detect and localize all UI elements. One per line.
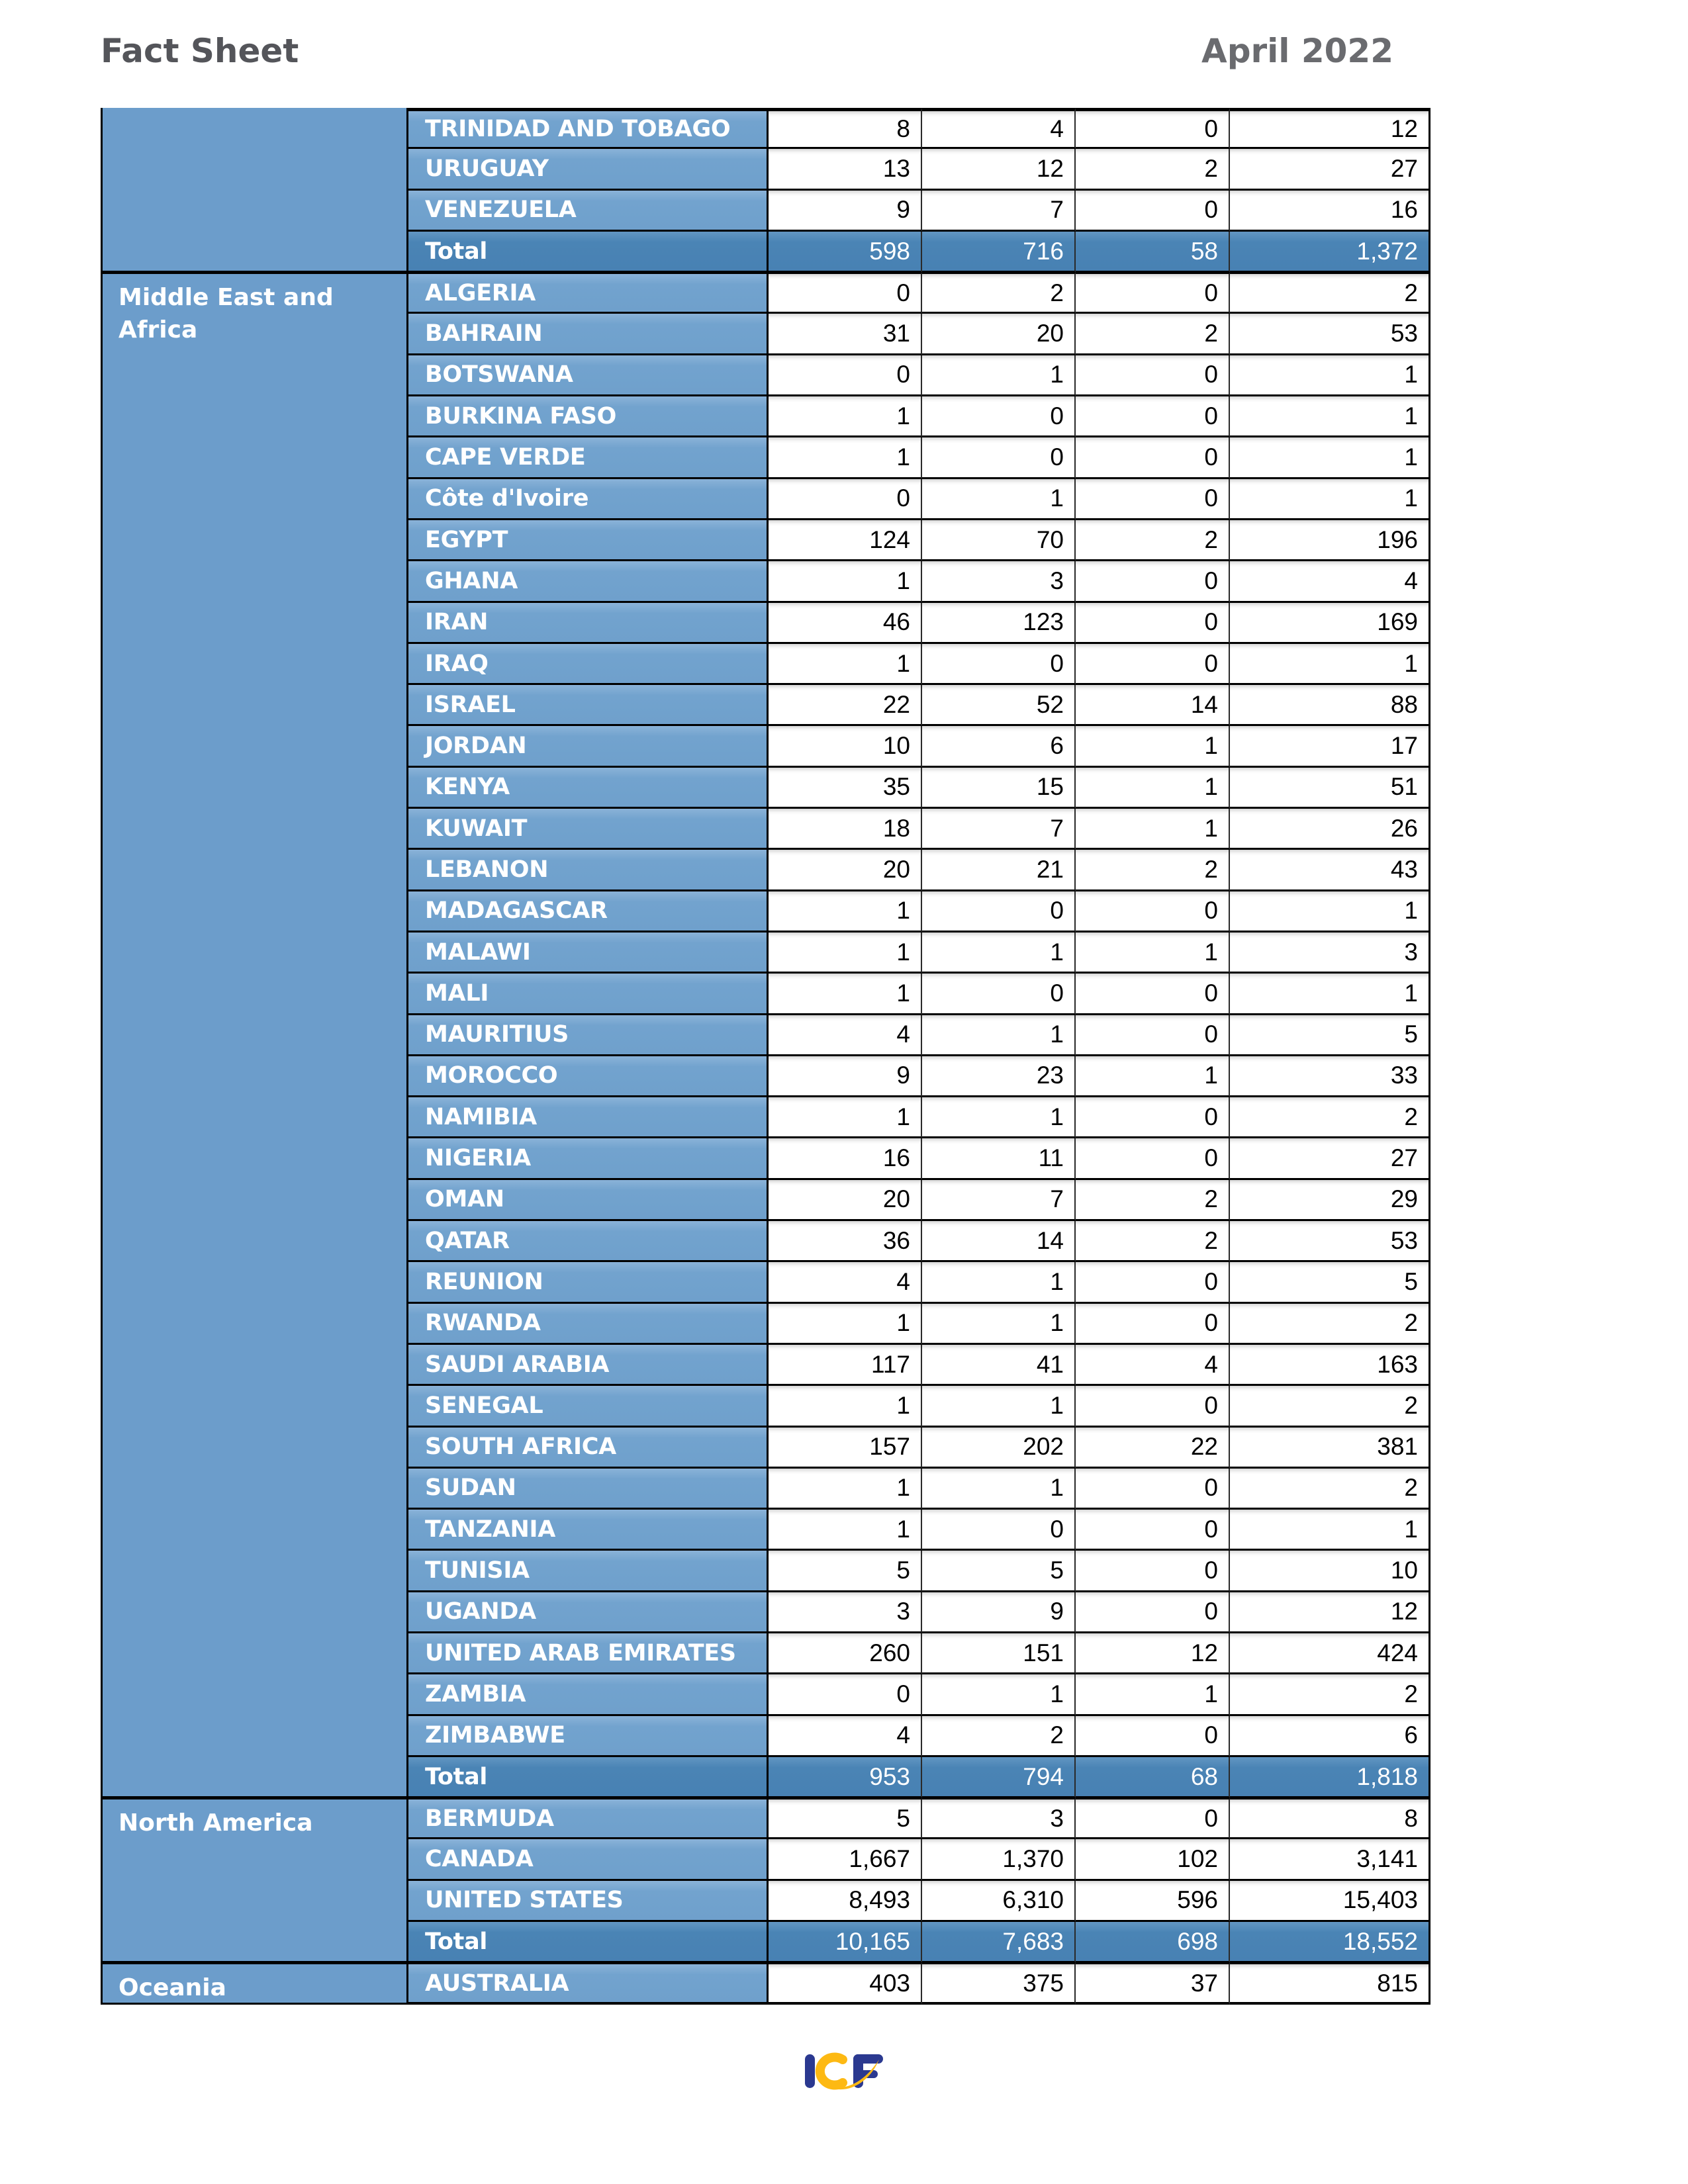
- value-cell: 0: [1076, 1551, 1230, 1592]
- value-cell: 1: [1230, 644, 1429, 685]
- value-cell: 41: [922, 1345, 1076, 1386]
- value-cell: 123: [922, 603, 1076, 644]
- value-cell: 1: [922, 1262, 1076, 1303]
- value-cell: 4: [769, 1716, 922, 1757]
- value-cell: 0: [1076, 1592, 1230, 1633]
- value-cell: 53: [1230, 314, 1429, 355]
- value-cell: 596: [1076, 1881, 1230, 1922]
- country-cell: BURKINA FASO: [408, 396, 769, 437]
- icf-logo-graphic: [803, 2049, 885, 2094]
- value-cell: 1: [769, 644, 922, 685]
- value-cell: 1: [1076, 1056, 1230, 1097]
- value-cell: 0: [769, 1674, 922, 1715]
- value-cell: 1: [769, 1386, 922, 1427]
- country-cell: VENEZUELA: [408, 191, 769, 232]
- value-cell: 2: [922, 1716, 1076, 1757]
- value-cell: 1: [769, 1510, 922, 1551]
- value-cell: 17: [1230, 726, 1429, 767]
- value-cell: 1: [769, 933, 922, 974]
- value-cell: 2: [1230, 1097, 1429, 1138]
- value-cell: 1: [922, 933, 1076, 974]
- value-cell: 1,667: [769, 1839, 922, 1880]
- total-value-cell: 10,165: [769, 1922, 922, 1963]
- value-cell: 18: [769, 809, 922, 850]
- value-cell: 3: [922, 561, 1076, 602]
- value-cell: 124: [769, 520, 922, 561]
- country-cell: IRAQ: [408, 644, 769, 685]
- value-cell: 424: [1230, 1633, 1429, 1674]
- total-value-cell: 18,552: [1230, 1922, 1429, 1963]
- country-cell: LEBANON: [408, 850, 769, 891]
- total-value-cell: 7,683: [922, 1922, 1076, 1963]
- country-cell: TRINIDAD AND TOBAGO: [408, 108, 769, 149]
- value-cell: 0: [1076, 1097, 1230, 1138]
- value-cell: 1: [769, 396, 922, 437]
- total-value-cell: 68: [1076, 1757, 1230, 1798]
- value-cell: 10: [1230, 1551, 1429, 1592]
- value-cell: 157: [769, 1428, 922, 1469]
- fact-table: [101, 108, 1430, 2005]
- value-cell: 0: [922, 974, 1076, 1015]
- total-label-cell: Total: [408, 1922, 769, 1963]
- value-cell: 0: [1076, 1262, 1230, 1303]
- value-cell: 117: [769, 1345, 922, 1386]
- region-cell-north-america: North America: [103, 1798, 408, 1963]
- country-cell: NAMIBIA: [408, 1097, 769, 1138]
- region-cell-middle-east-and-africa: Middle East and Africa: [103, 273, 408, 1798]
- value-cell: 2: [1076, 1180, 1230, 1221]
- value-cell: 0: [1076, 1015, 1230, 1056]
- value-cell: 53: [1230, 1221, 1429, 1262]
- country-cell: BERMUDA: [408, 1798, 769, 1839]
- value-cell: 26: [1230, 809, 1429, 850]
- value-cell: 0: [922, 437, 1076, 478]
- value-cell: 10: [769, 726, 922, 767]
- value-cell: 0: [922, 1510, 1076, 1551]
- total-value-cell: 58: [1076, 232, 1230, 273]
- value-cell: 0: [1076, 1798, 1230, 1839]
- value-cell: 1: [1076, 933, 1230, 974]
- country-cell: JORDAN: [408, 726, 769, 767]
- value-cell: 1: [922, 1304, 1076, 1345]
- value-cell: 2: [1230, 1304, 1429, 1345]
- value-cell: 6,310: [922, 1881, 1076, 1922]
- country-cell: MALI: [408, 974, 769, 1015]
- value-cell: 0: [1076, 108, 1230, 149]
- value-cell: 22: [1076, 1428, 1230, 1469]
- value-cell: 0: [1076, 273, 1230, 314]
- value-cell: 202: [922, 1428, 1076, 1469]
- value-cell: 70: [922, 520, 1076, 561]
- value-cell: 1: [769, 561, 922, 602]
- value-cell: 0: [1076, 1469, 1230, 1510]
- country-cell: UGANDA: [408, 1592, 769, 1633]
- value-cell: 403: [769, 1963, 922, 2004]
- value-cell: 3,141: [1230, 1839, 1429, 1880]
- value-cell: 5: [769, 1551, 922, 1592]
- region-cell-blank: [103, 108, 408, 273]
- value-cell: 1: [922, 1386, 1076, 1427]
- value-cell: 2: [1230, 273, 1429, 314]
- country-cell: KUWAIT: [408, 809, 769, 850]
- value-cell: 1: [769, 1469, 922, 1510]
- value-cell: 2: [1230, 1386, 1429, 1427]
- logo-letter-i: [805, 2054, 815, 2088]
- value-cell: 23: [922, 1056, 1076, 1097]
- country-cell: ZAMBIA: [408, 1674, 769, 1715]
- value-cell: 3: [1230, 933, 1429, 974]
- value-cell: 7: [922, 191, 1076, 232]
- total-value-cell: 1,372: [1230, 232, 1429, 273]
- country-cell: AUSTRALIA: [408, 1963, 769, 2004]
- value-cell: 1: [1230, 479, 1429, 520]
- value-cell: 0: [922, 891, 1076, 933]
- country-cell: GHANA: [408, 561, 769, 602]
- value-cell: 0: [1076, 644, 1230, 685]
- value-cell: 1: [1076, 1674, 1230, 1715]
- country-cell: MADAGASCAR: [408, 891, 769, 933]
- value-cell: 14: [922, 1221, 1076, 1262]
- value-cell: 9: [769, 1056, 922, 1097]
- value-cell: 1: [922, 479, 1076, 520]
- value-cell: 1: [1076, 726, 1230, 767]
- value-cell: 0: [922, 644, 1076, 685]
- country-cell: SAUDI ARABIA: [408, 1345, 769, 1386]
- country-cell: TANZANIA: [408, 1510, 769, 1551]
- value-cell: 46: [769, 603, 922, 644]
- value-cell: 1: [769, 1304, 922, 1345]
- value-cell: 0: [769, 479, 922, 520]
- value-cell: 12: [1230, 108, 1429, 149]
- value-cell: 27: [1230, 149, 1429, 190]
- value-cell: 0: [1076, 1386, 1230, 1427]
- country-cell: TUNISIA: [408, 1551, 769, 1592]
- value-cell: 4: [1076, 1345, 1230, 1386]
- value-cell: 0: [1076, 437, 1230, 478]
- value-cell: 16: [769, 1138, 922, 1179]
- value-cell: 1: [1230, 355, 1429, 396]
- country-cell: BOTSWANA: [408, 355, 769, 396]
- value-cell: 5: [1230, 1262, 1429, 1303]
- value-cell: 381: [1230, 1428, 1429, 1469]
- country-cell: MALAWI: [408, 933, 769, 974]
- total-value-cell: 953: [769, 1757, 922, 1798]
- country-cell: URUGUAY: [408, 149, 769, 190]
- value-cell: 2: [1076, 850, 1230, 891]
- value-cell: 7: [922, 809, 1076, 850]
- value-cell: 2: [1076, 520, 1230, 561]
- value-cell: 2: [1076, 149, 1230, 190]
- value-cell: 12: [1230, 1592, 1429, 1633]
- region-cell-oceania: Oceania: [103, 1963, 408, 2004]
- value-cell: 1: [769, 1097, 922, 1138]
- country-cell: CANADA: [408, 1839, 769, 1880]
- value-cell: 1: [1230, 437, 1429, 478]
- value-cell: 21: [922, 850, 1076, 891]
- total-value-cell: 1,818: [1230, 1757, 1429, 1798]
- value-cell: 375: [922, 1963, 1076, 2004]
- value-cell: 8: [769, 108, 922, 149]
- value-cell: 2: [1230, 1674, 1429, 1715]
- total-label-cell: Total: [408, 1757, 769, 1798]
- value-cell: 15: [922, 768, 1076, 809]
- value-cell: 5: [922, 1551, 1076, 1592]
- value-cell: 0: [1076, 191, 1230, 232]
- value-cell: 8,493: [769, 1881, 922, 1922]
- value-cell: 0: [1076, 479, 1230, 520]
- value-cell: 0: [1076, 1138, 1230, 1179]
- icf-logo: [803, 2049, 885, 2094]
- value-cell: 6: [922, 726, 1076, 767]
- country-cell: ALGERIA: [408, 273, 769, 314]
- value-cell: 3: [922, 1798, 1076, 1839]
- country-cell: NIGERIA: [408, 1138, 769, 1179]
- value-cell: 36: [769, 1221, 922, 1262]
- value-cell: 1: [769, 891, 922, 933]
- value-cell: 2: [1076, 314, 1230, 355]
- value-cell: 1: [769, 437, 922, 478]
- value-cell: 0: [1076, 1510, 1230, 1551]
- country-cell: IRAN: [408, 603, 769, 644]
- value-cell: 151: [922, 1633, 1076, 1674]
- value-cell: 1: [922, 1097, 1076, 1138]
- country-cell: MOROCCO: [408, 1056, 769, 1097]
- value-cell: 1: [922, 1469, 1076, 1510]
- country-cell: CAPE VERDE: [408, 437, 769, 478]
- country-cell: MAURITIUS: [408, 1015, 769, 1056]
- value-cell: 5: [769, 1798, 922, 1839]
- value-cell: 4: [922, 108, 1076, 149]
- value-cell: 51: [1230, 768, 1429, 809]
- value-cell: 1: [1076, 768, 1230, 809]
- country-cell: KENYA: [408, 768, 769, 809]
- value-cell: 0: [769, 355, 922, 396]
- country-cell: OMAN: [408, 1180, 769, 1221]
- value-cell: 0: [1076, 974, 1230, 1015]
- value-cell: 102: [1076, 1839, 1230, 1880]
- country-cell: SUDAN: [408, 1469, 769, 1510]
- value-cell: 43: [1230, 850, 1429, 891]
- value-cell: 5: [1230, 1015, 1429, 1056]
- value-cell: 27: [1230, 1138, 1429, 1179]
- country-cell: BAHRAIN: [408, 314, 769, 355]
- value-cell: 196: [1230, 520, 1429, 561]
- value-cell: 15,403: [1230, 1881, 1429, 1922]
- value-cell: 1: [922, 1015, 1076, 1056]
- value-cell: 12: [1076, 1633, 1230, 1674]
- country-cell: UNITED ARAB EMIRATES: [408, 1633, 769, 1674]
- country-cell: ISRAEL: [408, 685, 769, 726]
- value-cell: 35: [769, 768, 922, 809]
- total-value-cell: 794: [922, 1757, 1076, 1798]
- value-cell: 2: [922, 273, 1076, 314]
- country-cell: SOUTH AFRICA: [408, 1428, 769, 1469]
- value-cell: 11: [922, 1138, 1076, 1179]
- country-cell: ZIMBABWE: [408, 1716, 769, 1757]
- value-cell: 4: [769, 1262, 922, 1303]
- value-cell: 1: [922, 355, 1076, 396]
- total-value-cell: 698: [1076, 1922, 1230, 1963]
- country-cell: EGYPT: [408, 520, 769, 561]
- country-cell: Côte d'Ivoire: [408, 479, 769, 520]
- value-cell: 1: [922, 1674, 1076, 1715]
- value-cell: 4: [769, 1015, 922, 1056]
- value-cell: 0: [1076, 561, 1230, 602]
- value-cell: 1: [1230, 891, 1429, 933]
- value-cell: 4: [1230, 561, 1429, 602]
- value-cell: 29: [1230, 1180, 1429, 1221]
- value-cell: 1: [1230, 974, 1429, 1015]
- value-cell: 6: [1230, 1716, 1429, 1757]
- value-cell: 7: [922, 1180, 1076, 1221]
- value-cell: 0: [1076, 891, 1230, 933]
- value-cell: 9: [769, 191, 922, 232]
- value-cell: 0: [1076, 603, 1230, 644]
- value-cell: 163: [1230, 1345, 1429, 1386]
- total-label-cell: Total: [408, 232, 769, 273]
- value-cell: 88: [1230, 685, 1429, 726]
- country-cell: SENEGAL: [408, 1386, 769, 1427]
- value-cell: 1: [1230, 1510, 1429, 1551]
- value-cell: 1: [1230, 396, 1429, 437]
- total-value-cell: 598: [769, 232, 922, 273]
- value-cell: 0: [1076, 396, 1230, 437]
- value-cell: 14: [1076, 685, 1230, 726]
- country-cell: RWANDA: [408, 1304, 769, 1345]
- value-cell: 20: [769, 850, 922, 891]
- value-cell: 8: [1230, 1798, 1429, 1839]
- value-cell: 0: [769, 273, 922, 314]
- total-value-cell: 716: [922, 232, 1076, 273]
- country-cell: REUNION: [408, 1262, 769, 1303]
- logo-letter-c: [820, 2058, 843, 2085]
- value-cell: 16: [1230, 191, 1429, 232]
- value-cell: 13: [769, 149, 922, 190]
- value-cell: 3: [769, 1592, 922, 1633]
- value-cell: 20: [922, 314, 1076, 355]
- value-cell: 20: [769, 1180, 922, 1221]
- value-cell: 52: [922, 685, 1076, 726]
- value-cell: 9: [922, 1592, 1076, 1633]
- value-cell: 1: [769, 974, 922, 1015]
- value-cell: 1,370: [922, 1839, 1076, 1880]
- value-cell: 0: [922, 396, 1076, 437]
- value-cell: 2: [1076, 1221, 1230, 1262]
- value-cell: 1: [1076, 809, 1230, 850]
- page-title: Fact Sheet: [101, 32, 299, 70]
- value-cell: 33: [1230, 1056, 1429, 1097]
- value-cell: 0: [1076, 355, 1230, 396]
- value-cell: 260: [769, 1633, 922, 1674]
- page-date: April 2022: [1201, 32, 1393, 70]
- value-cell: 0: [1076, 1716, 1230, 1757]
- country-cell: QATAR: [408, 1221, 769, 1262]
- value-cell: 31: [769, 314, 922, 355]
- value-cell: 815: [1230, 1963, 1429, 2004]
- value-cell: 22: [769, 685, 922, 726]
- value-cell: 0: [1076, 1304, 1230, 1345]
- value-cell: 12: [922, 149, 1076, 190]
- value-cell: 37: [1076, 1963, 1230, 2004]
- country-cell: UNITED STATES: [408, 1881, 769, 1922]
- value-cell: 2: [1230, 1469, 1429, 1510]
- value-cell: 169: [1230, 603, 1429, 644]
